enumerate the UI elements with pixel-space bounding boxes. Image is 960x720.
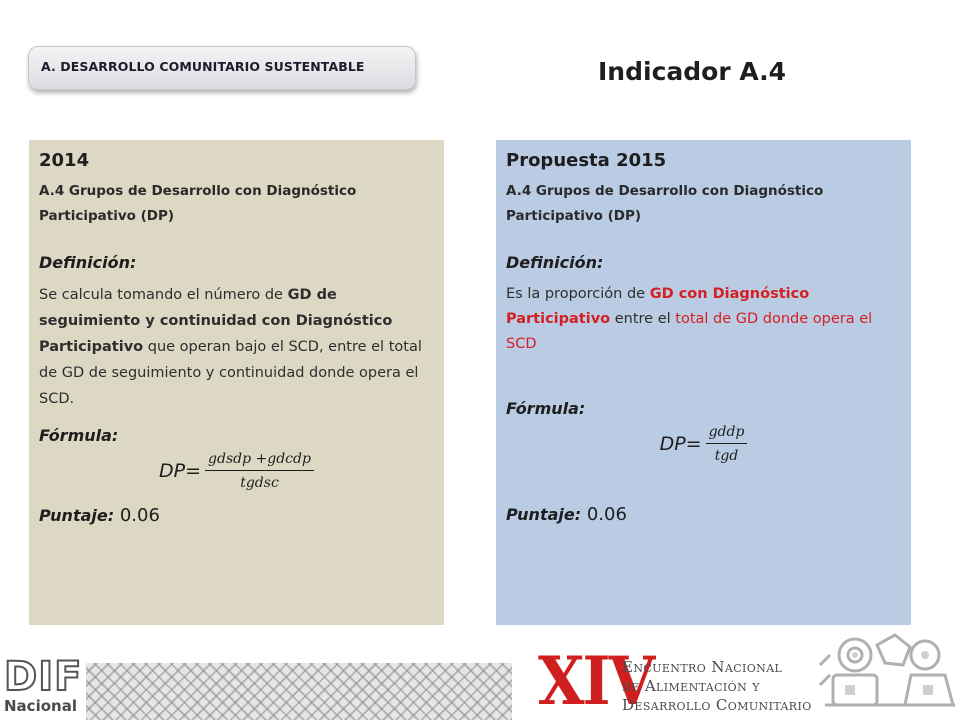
formula-lhs: DP= [159,460,202,482]
dif-logo [4,654,84,717]
score: Puntaje: 0.06 [39,505,160,526]
panel-2014 [29,140,444,625]
aztec-glyph-icon [815,625,960,720]
section-tag: A. DESARROLLO COMUNITARIO SUSTENTABLE [28,46,416,90]
formula [39,451,434,491]
formula-lhs: DP= [659,433,702,455]
indicator-name: A.4 Grupos de Desarrollo con Diagnóstico Participativo (DP) [506,183,824,224]
footer [0,625,960,720]
decorative-pattern-band [86,663,512,720]
event-name: Encuentro Nacional de Alimentación y Desarrollo Comunitario [622,658,812,714]
definition-label: Definición: [506,253,604,272]
page-title: Indicador A.4 [598,57,787,86]
panel-year: Propuesta 2015 [506,150,667,171]
formula-fraction [706,424,748,464]
formula [506,424,901,464]
panel-2015 [496,140,911,625]
definition-text: Se calcula tomando el número de GD de seguimiento y continuidad con Diagnóstico Participativo que operan bajo el SCD, entre el total de GD de seguimiento y continuidad donde opera el SCD. [39,287,422,407]
panel-year: 2014 [39,150,90,171]
formula-label: Fórmula: [39,426,119,445]
indicator-name: A.4 Grupos de Desarrollo con Diagnóstico Participativo (DP) [39,183,357,224]
dif-logo-letters: DIF [4,654,83,700]
definition-text: Es la proporción de GD con Diagnóstico Participativo entre el total de GD donde opera el SCD [506,286,873,352]
formula-numerator: gdsdp +gdcdp [205,451,314,471]
formula-denominator: tgd [714,448,739,464]
formula-fraction [205,451,314,491]
formula-denominator: tgdsc [240,475,279,491]
formula-numerator: gddp [706,424,748,444]
dif-logo-nacional: Nacional [4,697,77,715]
definition-label: Definición: [39,253,137,272]
score: Puntaje: 0.06 [506,504,627,525]
event-roman-numeral: XIV [538,643,654,720]
formula-label: Fórmula: [506,399,586,418]
